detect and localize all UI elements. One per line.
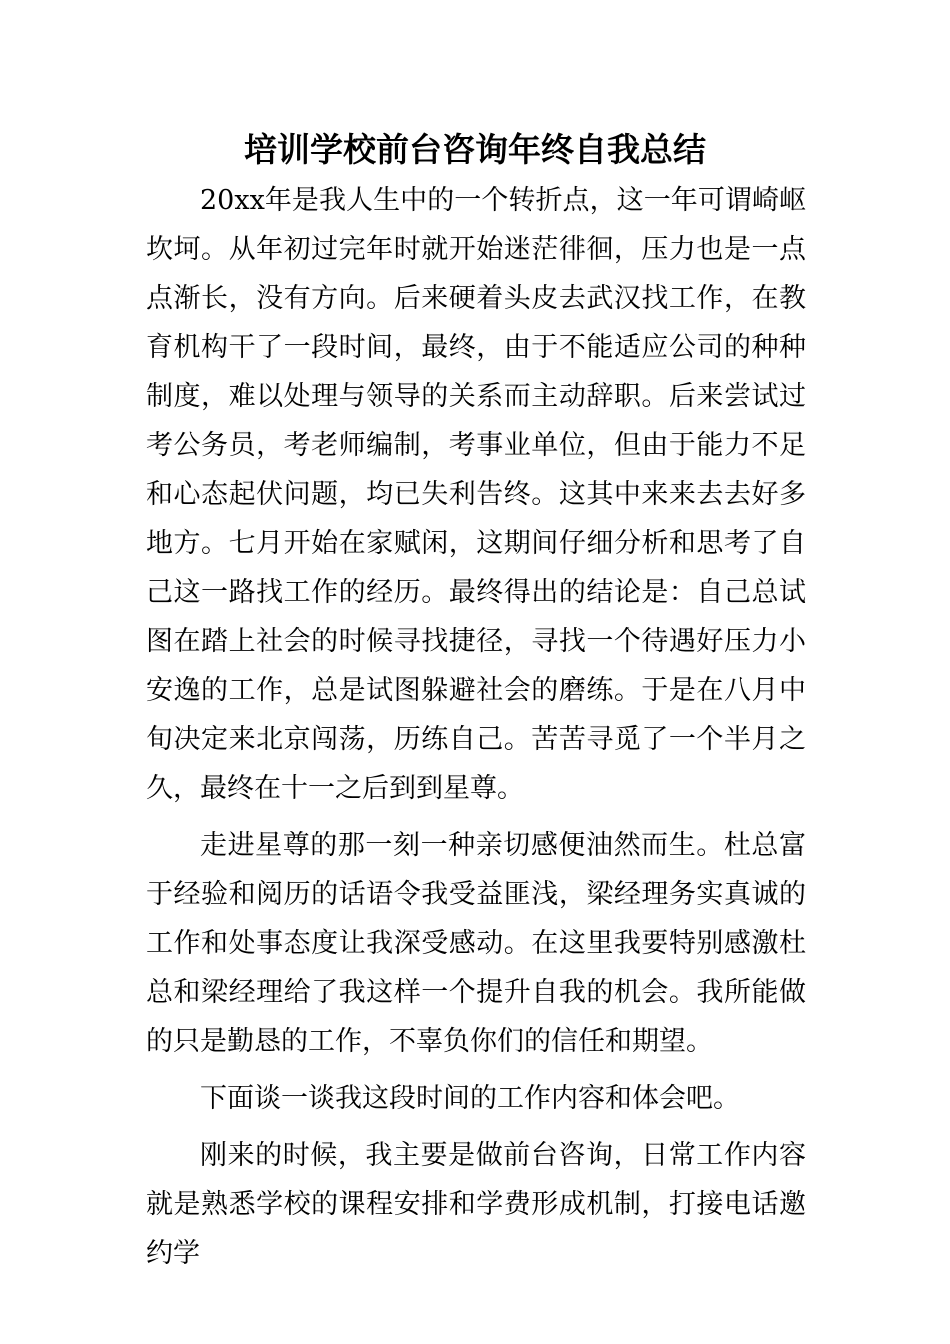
paragraph: 走进星尊的那一刻一种亲切感便油然而生。杜总富于经验和阅历的话语令我受益匪浅，梁经理务实真诚的工作和处事态度让我深受感动。在这里我要特别感激杜总和梁经理给了我这样一个提升自我的机会。我所能做的只是勤恳的工作，不辜负你们的信任和期望。: [146, 830, 806, 1057]
paragraph: 20xx年是我人生中的一个转折点，这一年可谓崎岖坎坷。从年初过完年时就开始迷茫徘徊，压力也是一点点渐长，没有方向。后来硬着头皮去武汉找工作，在教育机构干了一段时间，最终，由于不能适应公司的种种制度，难以处理与领导的关系而主动辞职。后来尝试过考公务员，考老师编制，考事业单位，但由于能力不足和心态起伏问题，均已失利告终。这其中来来去去好多地方。七月开始在家赋闲，这期间仔细分析和思考了自己这一路找工作的经历。最终得出的结论是：自己总试图在踏上社会的时候寻找捷径，寻找一个待遇好压力小安逸的工作，总是试图躲避社会的磨练。于是在八月中旬决定来北京闯荡，历练自己。苦苦寻觅了一个半月之久，最终在十一之后到到星尊。: [146, 185, 806, 804]
document-body: [146, 176, 806, 1278]
paragraph: 下面谈一谈我这段时间的工作内容和体会吧。: [200, 1083, 740, 1114]
document-title: 培训学校前台咨询年终自我总结: [244, 130, 706, 169]
paragraph: 刚来的时候，我主要是做前台咨询，日常工作内容就是熟悉学校的课程安排和学费形成机制，打接电话邀约学: [146, 1140, 806, 1269]
